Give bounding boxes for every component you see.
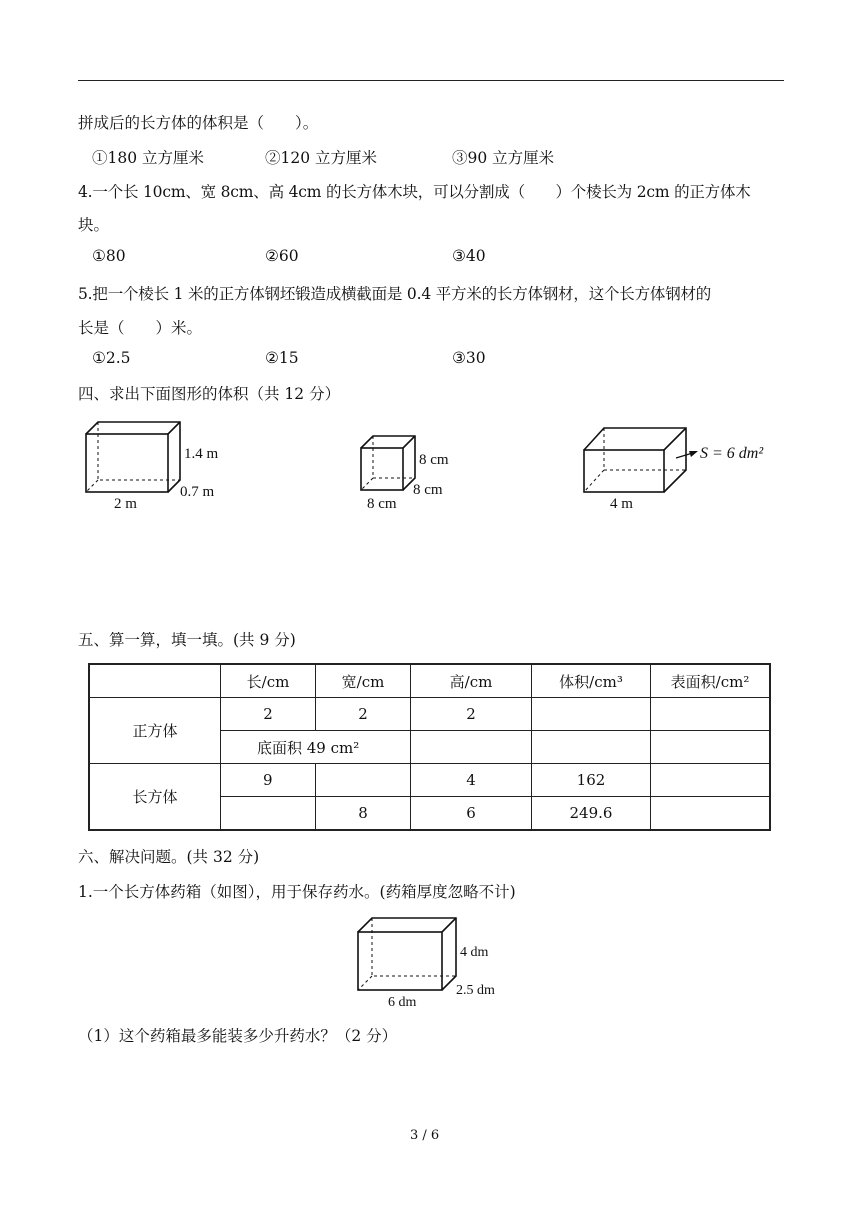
option-2: ②120 立方厘米	[265, 149, 378, 167]
fig1-width-label: 0.7 m	[180, 484, 215, 500]
table-cell: 2	[411, 698, 532, 731]
data-table	[88, 663, 771, 831]
row-label-cube: 正方体	[89, 698, 221, 764]
row-label-cuboid: 长方体	[89, 764, 221, 831]
question-6-1: 1.一个长方体药箱（如图），用于保存药水。(药箱厚度忽略不计)	[78, 883, 516, 901]
sub-question-1: （1）这个药箱最多能装多少升药水？（2 分）	[78, 1027, 398, 1045]
cube-figure-2	[355, 432, 465, 514]
fig1-length-label: 2 m	[114, 496, 137, 512]
section-4-title: 四、求出下面图形的体积（共 12 分）	[78, 385, 341, 403]
table-cell	[651, 797, 771, 831]
fig2-width-label: 8 cm	[413, 482, 443, 498]
fig2-height-label: 8 cm	[419, 452, 449, 468]
question-4-line1: 4.一个长 10cm、宽 8cm、高 4cm 的长方体木块，可以分割成（ ）个棱长为 2cm 的正方体木	[78, 183, 751, 201]
q5-option-3: ③30	[452, 349, 486, 367]
table-header-cell: 宽/cm	[316, 664, 411, 698]
box-width-label: 2.5 dm	[456, 983, 495, 998]
option-1: ①180 立方厘米	[92, 149, 205, 167]
base-area-cell: 底面积 49 cm²	[221, 731, 411, 764]
table-header-cell: 表面积/cm²	[651, 664, 771, 698]
fig2-length-label: 8 cm	[367, 496, 397, 512]
fig3-area-label: S = 6 dm²	[700, 445, 764, 462]
question-4-line2: 块。	[78, 216, 110, 234]
table-header-cell	[89, 664, 221, 698]
question-5-line1: 5.把一个棱长 1 米的正方体钢坯锻造成横截面是 0.4 平方米的长方体钢材，这个长方体钢材的	[78, 285, 712, 303]
table-cell: 249.6	[532, 797, 651, 831]
table-cell	[532, 698, 651, 731]
table-cell: 162	[532, 764, 651, 797]
table-cell	[651, 731, 771, 764]
table-row	[89, 764, 770, 797]
table-header-cell: 高/cm	[411, 664, 532, 698]
table-cell	[651, 764, 771, 797]
table-cell	[221, 797, 316, 831]
q5-option-2: ②15	[265, 349, 299, 367]
section-6-title: 六、解决问题。(共 32 分)	[78, 848, 260, 866]
q5-option-1: ①2.5	[92, 349, 131, 367]
table-cell: 2	[221, 698, 316, 731]
table-cell: 8	[316, 797, 411, 831]
table-cell: 6	[411, 797, 532, 831]
q4-option-1: ①80	[92, 247, 126, 265]
question-text: 拼成后的长方体的体积是（ ）。	[78, 114, 319, 132]
box-height-label: 4 dm	[460, 945, 489, 960]
q4-option-3: ③40	[452, 247, 486, 265]
medicine-box-figure	[352, 914, 532, 1012]
table-cell: 2	[316, 698, 411, 731]
q4-option-2: ②60	[265, 247, 299, 265]
section-5-title: 五、算一算，填一填。(共 9 分)	[78, 631, 296, 649]
header-rule	[78, 80, 784, 81]
table-header-cell: 长/cm	[221, 664, 316, 698]
option-3: ③90 立方厘米	[452, 149, 555, 167]
table-row	[89, 698, 770, 731]
table-cell: 4	[411, 764, 532, 797]
question-5-line2: 长是（ ）米。	[78, 319, 203, 337]
table-header-cell: 体积/cm³	[532, 664, 651, 698]
table-cell	[651, 698, 771, 731]
table-cell	[316, 764, 411, 797]
fig1-height-label: 1.4 m	[184, 446, 219, 462]
table-cell: 9	[221, 764, 316, 797]
page-number: 3 / 6	[410, 1128, 440, 1143]
cuboid-figure-3	[578, 422, 788, 514]
table-header-row	[89, 664, 770, 698]
cuboid-figure-1	[80, 418, 260, 514]
fig3-length-label: 4 m	[610, 496, 633, 512]
table-cell	[532, 731, 651, 764]
table-cell	[411, 731, 532, 764]
box-length-label: 6 dm	[388, 995, 417, 1010]
